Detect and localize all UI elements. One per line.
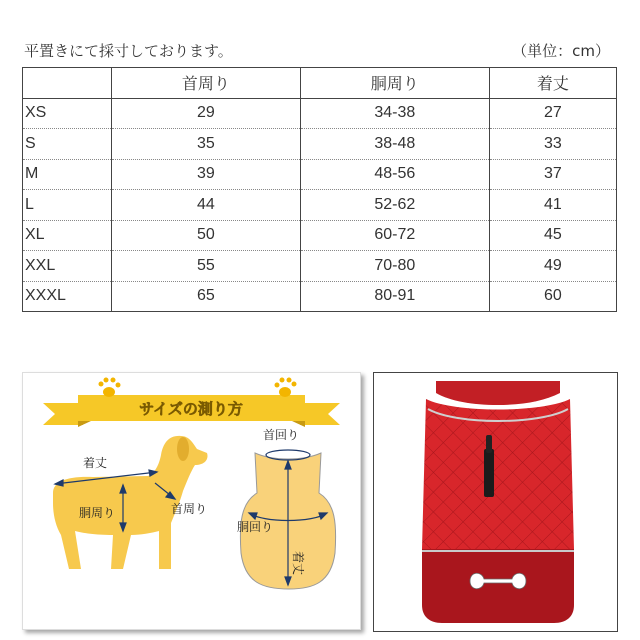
dog-chest-label: 胴周り bbox=[79, 506, 116, 520]
neck-value: 35 bbox=[112, 129, 301, 160]
length-value: 49 bbox=[489, 251, 616, 282]
dog-neck-label: 首周り bbox=[171, 502, 208, 516]
dog-length-label: 着丈 bbox=[83, 456, 108, 470]
table-row bbox=[23, 220, 617, 251]
chest-value: 80-91 bbox=[300, 281, 489, 312]
size-label: XXL bbox=[23, 251, 112, 282]
table-row bbox=[23, 190, 617, 221]
size-label: XS bbox=[23, 98, 112, 129]
table-row bbox=[23, 129, 617, 160]
size-table bbox=[22, 67, 617, 312]
table-row bbox=[23, 98, 617, 129]
length-value: 37 bbox=[489, 159, 616, 190]
size-label: M bbox=[23, 159, 112, 190]
length-value: 45 bbox=[489, 220, 616, 251]
header-neck: 首周り bbox=[112, 68, 301, 99]
measurement-note: 平置きにて採寸しております。 bbox=[24, 42, 233, 60]
neck-value: 39 bbox=[112, 159, 301, 190]
chest-value: 38-48 bbox=[300, 129, 489, 160]
table-row bbox=[23, 281, 617, 312]
size-label: XL bbox=[23, 220, 112, 251]
product-photo bbox=[373, 372, 618, 632]
paw-icon bbox=[99, 378, 297, 398]
length-value: 60 bbox=[489, 281, 616, 312]
table-header-row bbox=[23, 68, 617, 99]
measurement-guide-panel bbox=[22, 372, 361, 630]
guide-title: サイズの測り方 bbox=[139, 400, 243, 418]
neck-value: 55 bbox=[112, 251, 301, 282]
header-size bbox=[23, 68, 112, 99]
header-length: 着丈 bbox=[489, 68, 616, 99]
size-label: S bbox=[23, 129, 112, 160]
measurement-guide-illustration bbox=[23, 373, 360, 629]
table-row bbox=[23, 159, 617, 190]
chest-value: 34-38 bbox=[300, 98, 489, 129]
chest-value: 48-56 bbox=[300, 159, 489, 190]
vest-chest-label: 胴回り bbox=[237, 520, 274, 534]
length-value: 33 bbox=[489, 129, 616, 160]
neck-value: 50 bbox=[112, 220, 301, 251]
size-label: L bbox=[23, 190, 112, 221]
length-value: 41 bbox=[489, 190, 616, 221]
table-row bbox=[23, 251, 617, 282]
size-label: XXXL bbox=[23, 281, 112, 312]
coat-body bbox=[422, 381, 574, 623]
vest-length-label: 着丈 bbox=[291, 551, 305, 576]
neck-value: 29 bbox=[112, 98, 301, 129]
unit-label: （単位：cm） bbox=[512, 42, 610, 60]
header-chest: 胴周り bbox=[300, 68, 489, 99]
length-value: 27 bbox=[489, 98, 616, 129]
dog-coat-image bbox=[374, 373, 617, 631]
neck-value: 65 bbox=[112, 281, 301, 312]
chest-value: 70-80 bbox=[300, 251, 489, 282]
vest-neck-label: 首回り bbox=[263, 428, 300, 442]
chest-value: 52-62 bbox=[300, 190, 489, 221]
neck-value: 44 bbox=[112, 190, 301, 221]
chest-value: 60-72 bbox=[300, 220, 489, 251]
